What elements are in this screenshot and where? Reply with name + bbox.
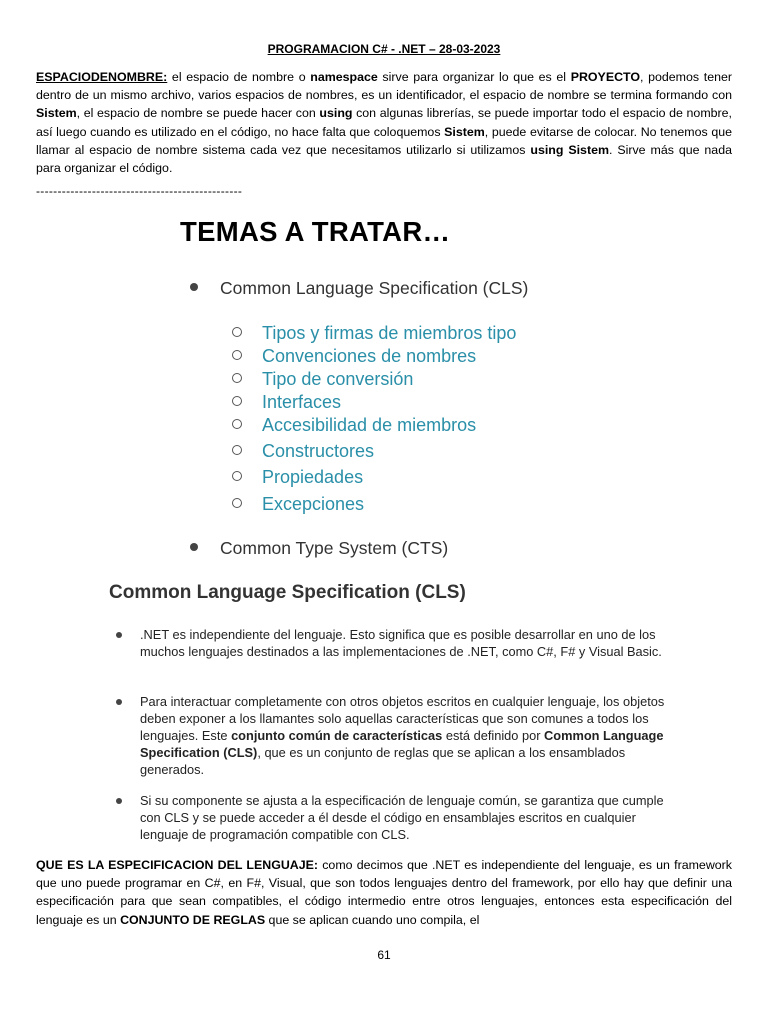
list-item: Propiedades <box>232 466 516 489</box>
circle-bullet-icon <box>232 445 242 455</box>
document-title: PROGRAMACION C# - .NET – 28-03-2023 <box>267 42 501 56</box>
list-item: Excepciones <box>232 493 516 516</box>
temas-bullet-cts: Common Type System (CTS) <box>190 538 448 559</box>
list-item: Tipo de conversión <box>232 368 516 391</box>
bullet-icon <box>116 632 122 638</box>
list-item: Constructores <box>232 440 516 463</box>
temas-heading: TEMAS A TRATAR… <box>180 216 451 247</box>
circle-bullet-icon <box>232 498 242 508</box>
namespace-lead: ESPACIODENOMBRE: <box>36 70 168 84</box>
circle-bullet-icon <box>232 471 242 481</box>
list-item: Tipos y firmas de miembros tipo <box>232 322 516 345</box>
circle-bullet-icon <box>232 419 242 429</box>
bullet-icon <box>116 699 122 705</box>
bullet-icon <box>116 798 122 804</box>
list-item: Convenciones de nombres <box>232 345 516 368</box>
list-item: Accesibilidad de miembros <box>232 414 516 437</box>
bullet-icon <box>190 543 198 551</box>
circle-bullet-icon <box>232 373 242 383</box>
temas-bullet-cls: Common Language Specification (CLS) <box>190 278 528 299</box>
namespace-paragraph: ESPACIODENOMBRE: el espacio de nombre o namespace sirve para organizar lo que es el PROYECTO, podemos tener dentro de un mismo archivo, varios espacios de nombres, es un identificador, el espacio de nombre se termina formando con Sistem, el espacio de nombre se puede hacer con using con algunas librerías, se puede importar todo el espacio de nombre, así luego cuando es utilizado en el código, no hace falta que coloquemos Sistem, puede evitarse de colocar. No tenemos que llamar al espacio de nombre sistema cada vez que necesitamos utilizarlo si utilizamos using Sistem. Sirve más que nada para organizar el código. <box>36 70 732 176</box>
page-number: 61 <box>377 948 391 962</box>
circle-bullet-icon <box>232 350 242 360</box>
circle-bullet-icon <box>232 396 242 406</box>
bullet-icon <box>190 283 198 291</box>
separator-line: ------------------------------------------------ <box>36 184 243 198</box>
specification-lead: QUE ES LA ESPECIFICACION DEL LENGUAJE: <box>36 858 319 872</box>
list-item: Interfaces <box>232 391 516 414</box>
cls-item-1: .NET es independiente del lenguaje. Esto significa que es posible desarrollar en uno de los muchos lenguajes destinados a las implementaciones de .NET, como C#, F# y Visual Basic. <box>140 626 680 660</box>
cls-item-3: Si su componente se ajusta a la especificación de lenguaje común, se garantiza que cumple con CLS y se puede acceder a él desde el código en ensamblajes escritos en cualquier lenguaje de programación compatible con CLS. <box>140 792 680 843</box>
specification-paragraph: QUE ES LA ESPECIFICACION DEL LENGUAJE: como decimos que .NET es independiente del lenguaje, es un framework que uno puede programar en C#, en F#, Visual, que son todos lenguajes dentro del framework, por ello hay que definir una especificación para que sean compatibles, el código intermedio entre otros lenguajes, entonces esta especificación del lenguaje es un CONJUNTO DE REGLAS que se aplican cuando uno compila, el <box>36 858 732 927</box>
cls-heading: Common Language Specification (CLS) <box>109 582 466 603</box>
cls-item-2: Para interactuar completamente con otros objetos escritos en cualquier lenguaje, los objetos deben exponer a los llamantes solo aquellas características que son comunes a todos los lenguajes. Este conjunto común de características está definido por Common Language Specification (CLS), que es un conjunto de reglas que se aplican a los ensamblados generados. <box>140 693 680 778</box>
circle-bullet-icon <box>232 327 242 337</box>
temas-sublist <box>232 322 516 516</box>
